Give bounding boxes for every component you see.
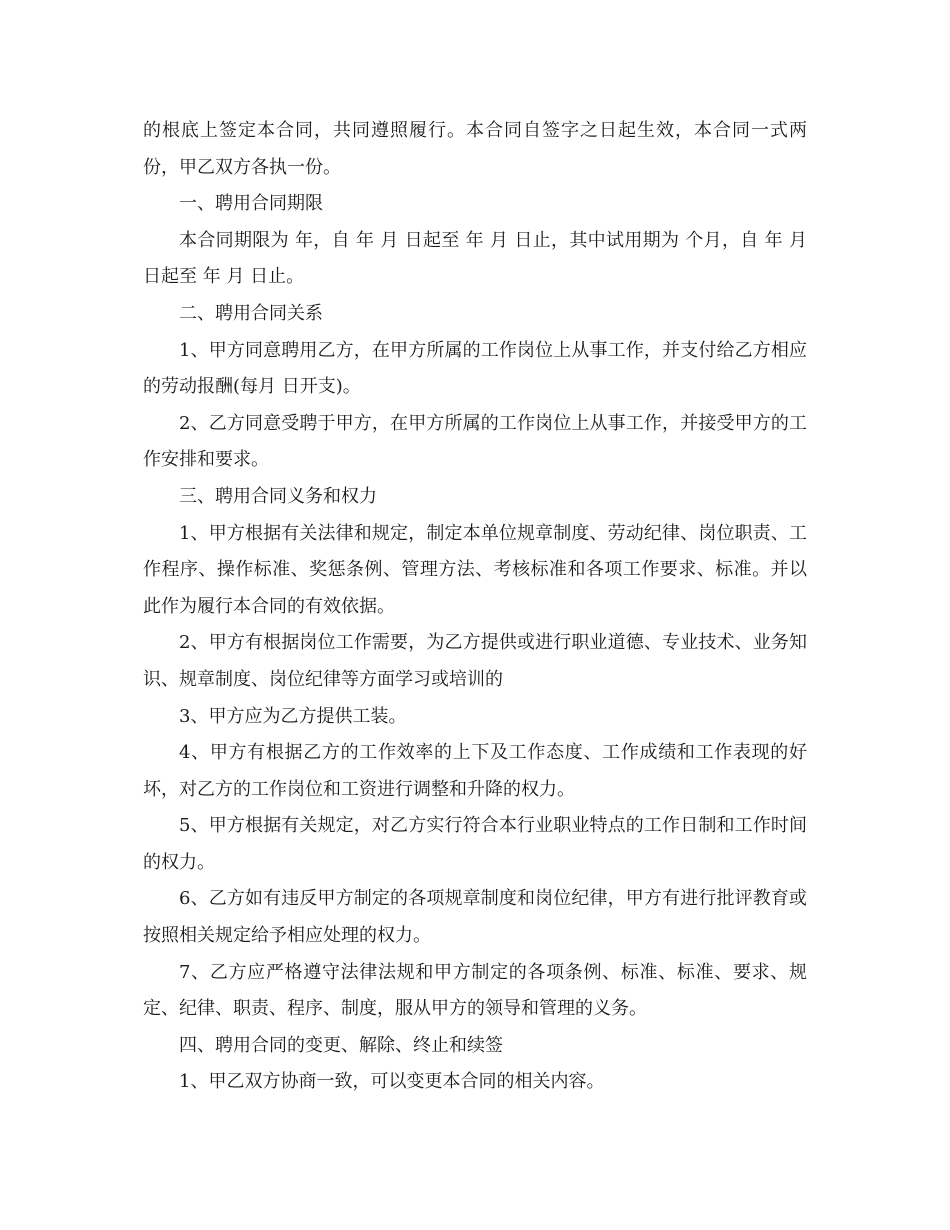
paragraph-obligations-5: 5、甲方根据有关规定，对乙方实行符合本行业职业特点的工作日制和工作时间的权力。: [143, 815, 807, 873]
paragraph-obligations-6: 6、乙方如有违反甲方制定的各项规章制度和岗位纪律，甲方有进行批评教育或按照相关规定给予相应处理的权力。: [143, 888, 807, 947]
section-heading-obligations-rights: 三、聘用合同义务和权力: [179, 485, 377, 507]
paragraph-relationship-1: 1、甲方同意聘用乙方，在甲方所属的工作岗位上从事工作，并支付给乙方相应的劳动报酬(每月 日开支)。: [143, 339, 807, 398]
document-body: [143, 113, 807, 1101]
paragraph-contract-term: 本合同期限为 年，自 年 月 日起至 年 月 日止，其中试用期为 个月，自 年 月 日起至 年 月 日止。: [143, 229, 807, 288]
paragraph-obligations-7: 7、乙方应严格遵守法律法规和甲方制定的各项条例、标准、标准、要求、规定、纪律、职责、程序、制度，服从甲方的领导和管理的义务。: [143, 961, 807, 1020]
section-heading-contract-relationship: 二、聘用合同关系: [179, 302, 323, 324]
section-heading-change-termination: 四、聘用合同的变更、解除、终止和续签: [179, 1034, 503, 1056]
section-heading-contract-term: 一、聘用合同期限: [179, 193, 323, 215]
paragraph-obligations-2: 2、甲方有根据岗位工作需要，为乙方提供或进行职业道德、专业技术、业务知识、规章制度、岗位纪律等方面学习或培训的: [143, 632, 807, 690]
paragraph-relationship-2: 2、乙方同意受聘于甲方，在甲方所属的工作岗位上从事工作，并接受甲方的工作安排和要求。: [143, 412, 807, 471]
paragraph-preamble-continuation: 的根底上签定本合同，共同遵照履行。本合同自签字之日起生效，本合同一式两份，甲乙双方各执一份。: [143, 120, 807, 178]
paragraph-obligations-4: 4、甲方有根据乙方的工作效率的上下及工作态度、工作成绩和工作表现的好坏，对乙方的工作岗位和工资进行调整和升降的权力。: [143, 742, 807, 800]
paragraph-obligations-3: 3、甲方应为乙方提供工装。: [179, 705, 407, 727]
paragraph-change-1: 1、甲乙双方协商一致，可以变更本合同的相关内容。: [179, 1071, 605, 1093]
paragraph-obligations-1: 1、甲方根据有关法律和规定，制定本单位规章制度、劳动纪律、岗位职责、工作程序、操作标准、奖惩条例、管理方法、考核标准和各项工作要求、标准。并以此作为履行本合同的有效依据。: [143, 522, 807, 617]
